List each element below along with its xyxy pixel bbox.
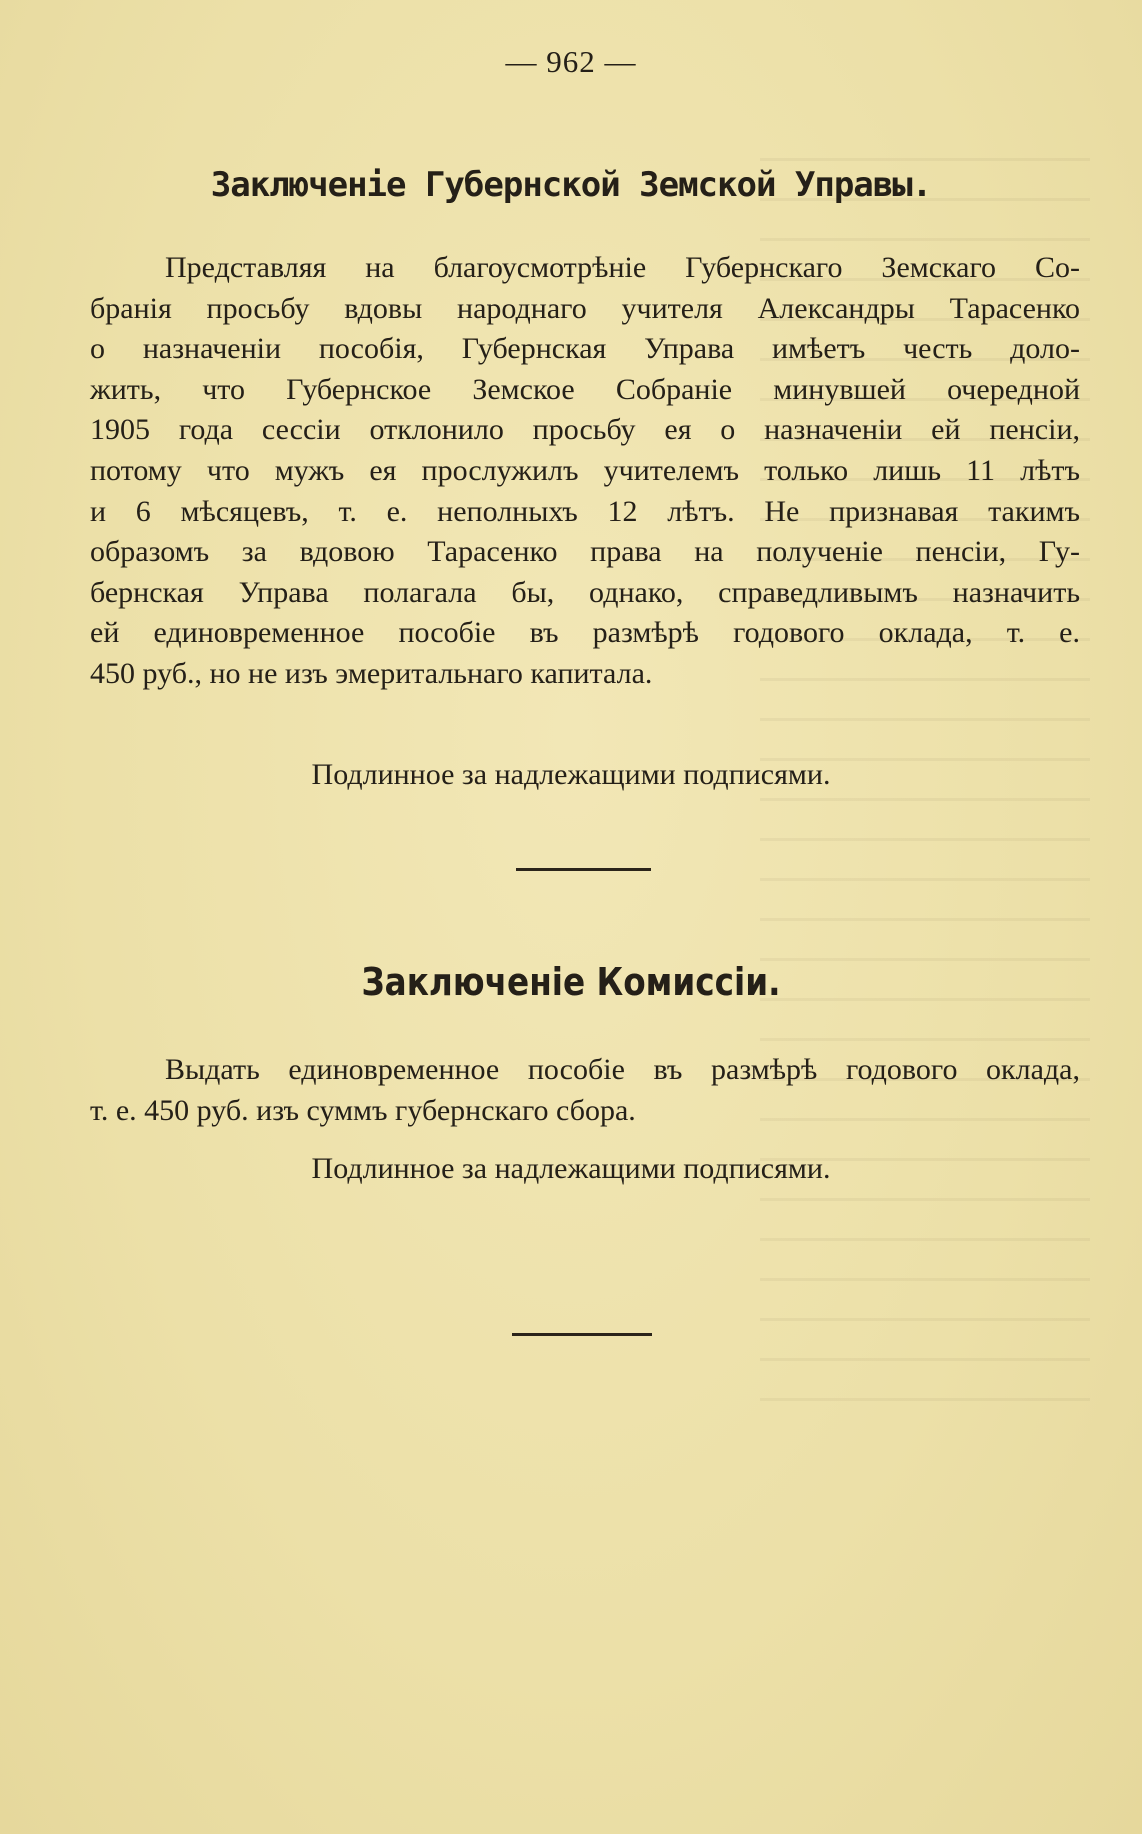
paragraph-line: ей единовременное пособiе въ размѣрѣ годового оклада, т. е. <box>90 616 1080 650</box>
paragraph-line: бернская Управа полагала бы, однако, справедливымъ назначить <box>90 575 1080 609</box>
section-1-title: Заключенiе Губернской Земской Управы. <box>210 165 932 205</box>
paragraph-line: Представляя на благоусмотрѣнiе Губернскаго Земскаго Со- <box>165 251 1080 284</box>
paragraph-line: о назначенiи пособiя, Губернская Управа имѣетъ честь доло- <box>90 332 1080 366</box>
section-divider <box>516 868 651 871</box>
paragraph-line: и 6 мѣсяцевъ, т. е. неполныхъ 12 лѣтъ. Не признавая такимъ <box>90 494 1080 528</box>
paragraph-line: т. е. 450 руб. изъ суммъ губернскаго сбора. <box>90 1093 636 1127</box>
section-2-title: Заключенiе Комиссiи. <box>361 960 781 1004</box>
paragraph-line: жить, что Губернское Земское Собранiе минувшей очередной <box>90 372 1080 406</box>
paragraph-line: образомъ за вдовою Тарасенко права на полученiе пенсiи, Гу- <box>90 535 1080 569</box>
section-2-signature: Подлинное за надлежащими подписями. <box>311 1152 831 1185</box>
end-divider <box>512 1333 652 1336</box>
section-1-paragraph <box>90 248 1080 695</box>
page-number: — 962 — <box>505 44 637 79</box>
paragraph-line: бранiя просьбу вдовы народнаго учителя Александры Тарасенко <box>90 291 1080 325</box>
section-2-paragraph <box>90 1050 1080 1131</box>
paragraph-line: потому что мужъ ея прослужилъ учителемъ только лишь 11 лѣтъ <box>90 453 1080 487</box>
paragraph-line: 1905 года сессiи отклонило просьбу ея о назначенiи ей пенсiи, <box>90 413 1080 447</box>
paragraph-line: Выдать единовременное пособiе въ размѣрѣ годового оклада, <box>165 1053 1080 1086</box>
section-1-signature: Подлинное за надлежащими подписями. <box>311 758 831 791</box>
paragraph-line: 450 руб., но не изъ эмеритальнаго капитала. <box>90 656 653 690</box>
